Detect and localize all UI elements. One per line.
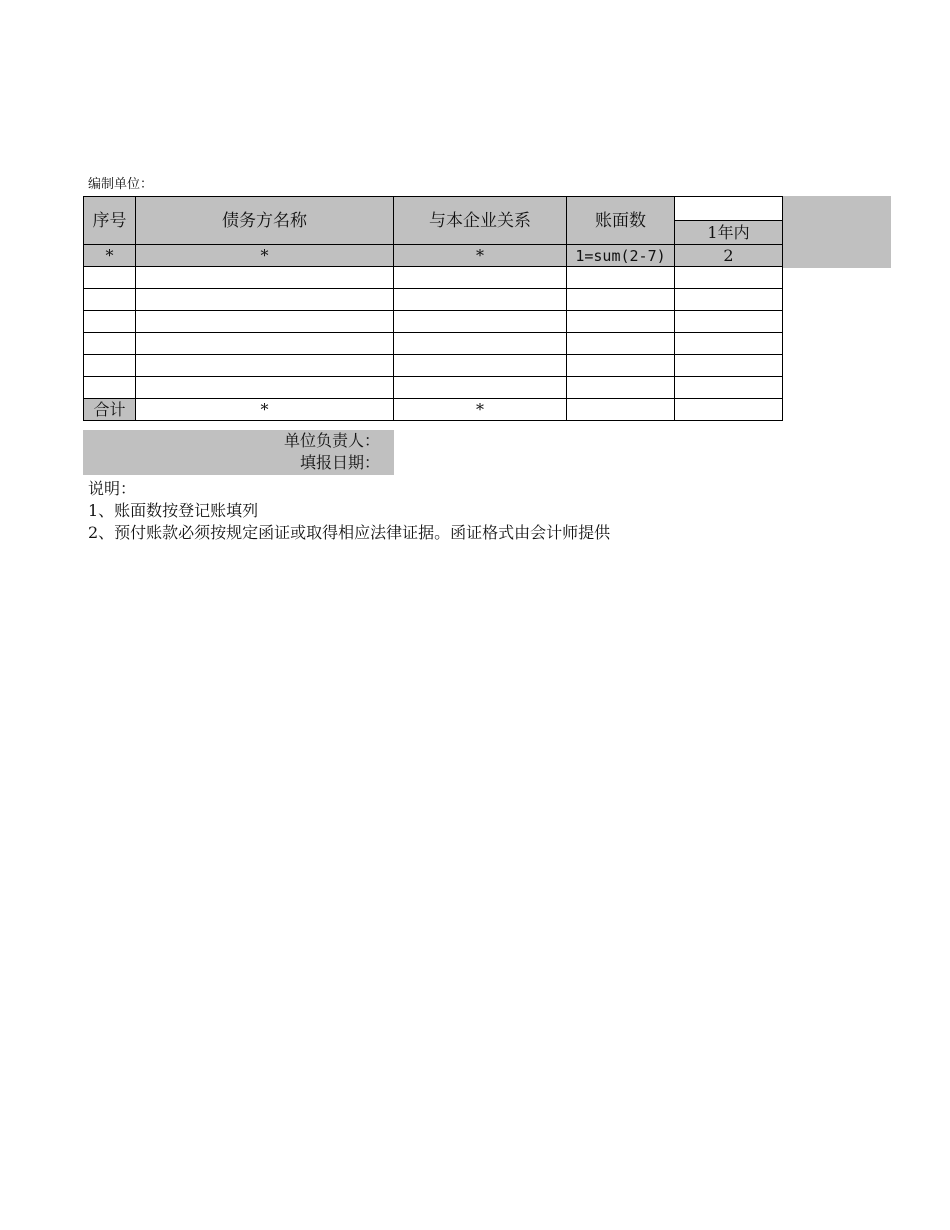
col-header-debtor: 债务方名称 — [136, 197, 394, 245]
cell[interactable] — [136, 289, 394, 311]
cell[interactable] — [675, 355, 783, 377]
cell[interactable] — [84, 289, 136, 311]
header-gray-band — [783, 196, 891, 268]
col-header-aging-group — [675, 197, 783, 221]
cell[interactable] — [394, 267, 567, 289]
cell[interactable] — [394, 377, 567, 399]
total-cell-debtor: * — [136, 399, 394, 421]
cell[interactable] — [136, 355, 394, 377]
note-item: 2、预付账款必须按规定函证或取得相应法律证据。函证格式由会计师提供 — [88, 523, 611, 542]
col-header-book: 账面数 — [567, 197, 675, 245]
signature-block — [83, 430, 394, 475]
cell[interactable] — [567, 289, 675, 311]
cell[interactable] — [394, 311, 567, 333]
total-cell-within-1y[interactable] — [675, 399, 783, 421]
cell[interactable] — [394, 355, 567, 377]
cell[interactable] — [675, 289, 783, 311]
code-cell-relation: * — [394, 245, 567, 267]
cell[interactable] — [567, 311, 675, 333]
total-cell-relation: * — [394, 399, 567, 421]
cell[interactable] — [567, 333, 675, 355]
notes-section — [88, 478, 610, 544]
unit-label: 编制单位： — [88, 177, 154, 192]
table-row — [84, 355, 783, 377]
code-cell-seq: * — [84, 245, 136, 267]
notes-title: 说明： — [88, 479, 137, 498]
cell[interactable] — [394, 289, 567, 311]
note-item: 1、账面数按登记账填列 — [88, 501, 259, 520]
cell[interactable] — [675, 311, 783, 333]
code-cell-book: 1=sum(2-7) — [567, 245, 675, 267]
cell[interactable] — [567, 377, 675, 399]
cell[interactable] — [136, 377, 394, 399]
cell[interactable] — [394, 333, 567, 355]
cell[interactable] — [84, 333, 136, 355]
col-header-within-1y: 1年内 — [675, 221, 783, 245]
header-row — [84, 197, 783, 221]
cell[interactable] — [567, 355, 675, 377]
code-cell-debtor: * — [136, 245, 394, 267]
code-cell-within-1y: 2 — [675, 245, 783, 267]
cell[interactable] — [136, 267, 394, 289]
cell[interactable] — [567, 267, 675, 289]
col-header-relation: 与本企业关系 — [394, 197, 567, 245]
code-row — [84, 245, 783, 267]
cell[interactable] — [675, 377, 783, 399]
cell[interactable] — [136, 333, 394, 355]
cell[interactable] — [84, 377, 136, 399]
table-row — [84, 311, 783, 333]
cell[interactable] — [136, 311, 394, 333]
col-header-seq: 序号 — [84, 197, 136, 245]
total-row — [84, 399, 783, 421]
table-row — [84, 267, 783, 289]
responsible-person-label: 单位负责人： — [283, 431, 380, 450]
prepayment-table — [83, 196, 783, 421]
table-row — [84, 333, 783, 355]
report-date-label: 填报日期： — [299, 453, 380, 472]
cell[interactable] — [675, 333, 783, 355]
cell[interactable] — [84, 311, 136, 333]
table-row — [84, 289, 783, 311]
cell[interactable] — [84, 267, 136, 289]
total-cell-book[interactable] — [567, 399, 675, 421]
total-label: 合计 — [84, 399, 136, 421]
cell[interactable] — [675, 267, 783, 289]
table-row — [84, 377, 783, 399]
cell[interactable] — [84, 355, 136, 377]
